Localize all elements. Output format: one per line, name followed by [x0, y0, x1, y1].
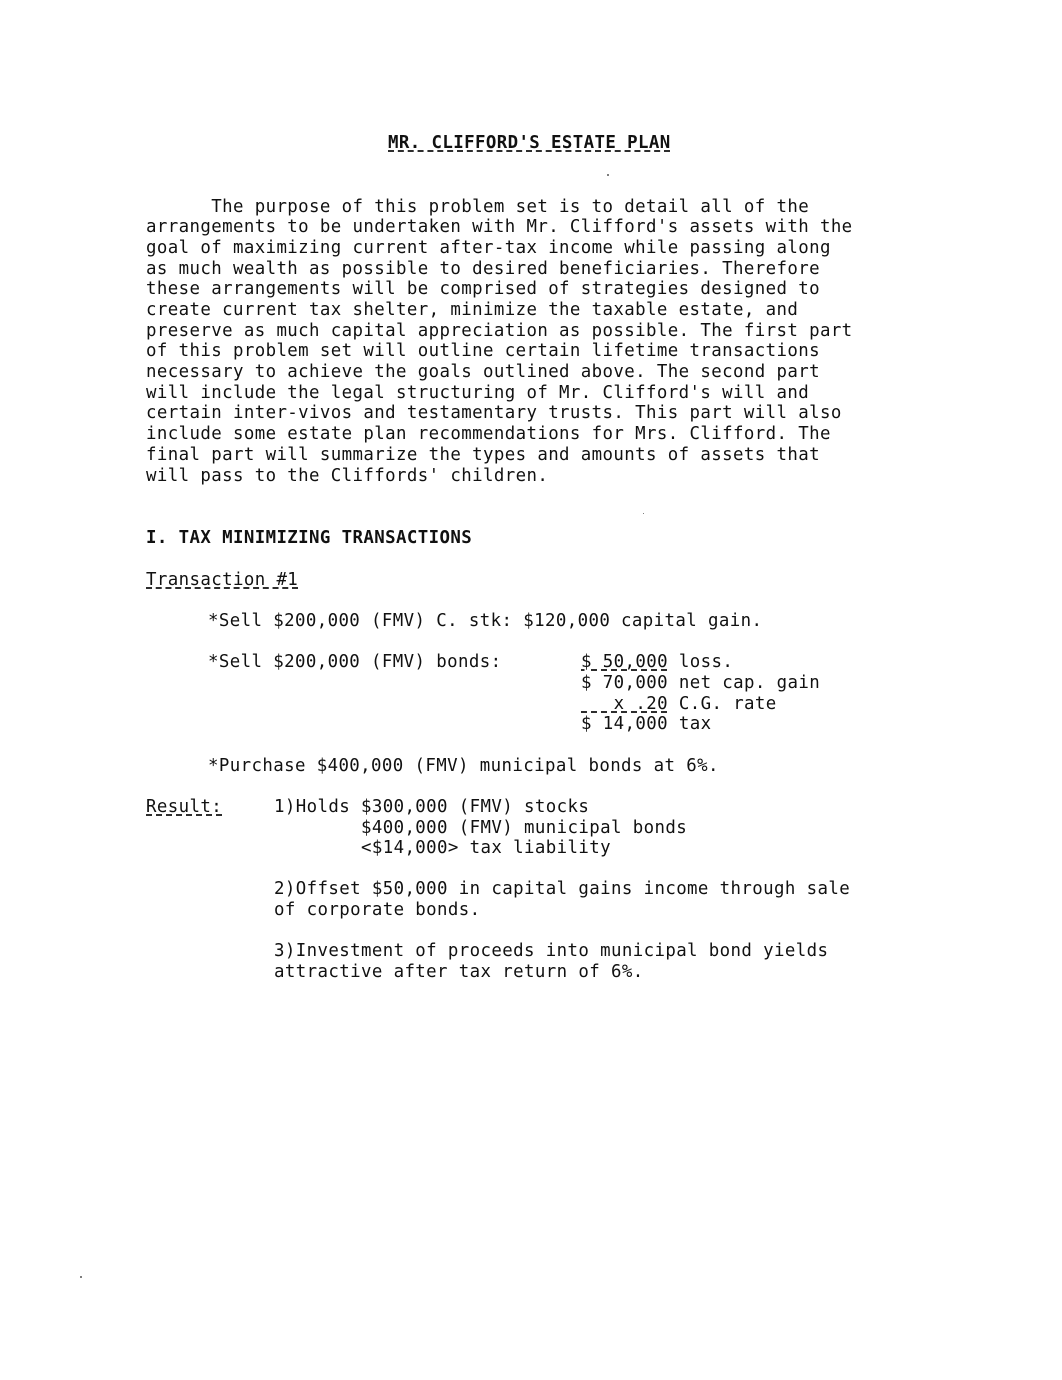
calc-rate-value: x .20 [581, 694, 668, 714]
document-title: MR. CLIFFORD'S ESTATE PLAN [388, 133, 671, 153]
intro-line: will include the legal structuring of Mr. Clifford's will and [146, 383, 810, 403]
sell-stock-line: *Sell $200,000 (FMV) C. stk: $120,000 capital gain. [208, 611, 763, 631]
intro-line: these arrangements will be comprised of strategies designed to [146, 279, 820, 299]
intro-line: include some estate plan recommendations for Mrs. Clifford. The [146, 424, 831, 444]
intro-line: as much wealth as possible to desired beneficiaries. Therefore [146, 259, 820, 279]
calc-loss-line [581, 652, 733, 672]
scan-speck [80, 1276, 82, 1278]
result-line: attractive after tax return of 6%. [274, 962, 644, 982]
intro-line: certain inter-vivos and testamentary trusts. This part will also [146, 403, 842, 423]
sell-bonds-label: *Sell $200,000 (FMV) bonds: [208, 652, 502, 672]
intro-line: arrangements to be undertaken with Mr. Clifford's assets with the [146, 217, 853, 237]
calc-rate-word: C.G. rate [667, 694, 777, 714]
intro-line: The purpose of this problem set is to detail all of the [146, 197, 810, 217]
result-label: Result: [146, 797, 223, 817]
calc-net-line: $ 70,000 net cap. gain [581, 673, 821, 693]
result-line: $400,000 (FMV) municipal bonds [274, 818, 688, 838]
result-line: 1)Holds $300,000 (FMV) stocks [274, 797, 590, 817]
transaction-label: Transaction #1 [146, 570, 299, 590]
intro-line: of this problem set will outline certain lifetime transactions [146, 341, 820, 361]
calc-loss-value: $ 50,000 [581, 652, 668, 672]
scan-speck [607, 174, 609, 176]
calc-loss-word: loss. [667, 652, 734, 672]
result-line: <$14,000> tax liability [274, 838, 611, 858]
intro-line: create current tax shelter, minimize the taxable estate, and [146, 300, 799, 320]
section-heading: I. TAX MINIMIZING TRANSACTIONS [146, 528, 473, 548]
result-line: 3)Investment of proceeds into municipal bond yields [274, 941, 829, 961]
intro-line: will pass to the Cliffords' children. [146, 466, 549, 486]
calc-tax-line: $ 14,000 tax [581, 714, 712, 734]
result-line: of corporate bonds. [274, 900, 481, 920]
intro-line: necessary to achieve the goals outlined above. The second part [146, 362, 820, 382]
purchase-line: *Purchase $400,000 (FMV) municipal bonds at 6%. [208, 756, 719, 776]
intro-line: goal of maximizing current after-tax income while passing along [146, 238, 831, 258]
scan-speck [643, 513, 644, 514]
calc-rate-line [581, 694, 777, 714]
intro-line: preserve as much capital appreciation as possible. The first part [146, 321, 853, 341]
intro-line: final part will summarize the types and amounts of assets that [146, 445, 820, 465]
result-line: 2)Offset $50,000 in capital gains income through sale [274, 879, 851, 899]
